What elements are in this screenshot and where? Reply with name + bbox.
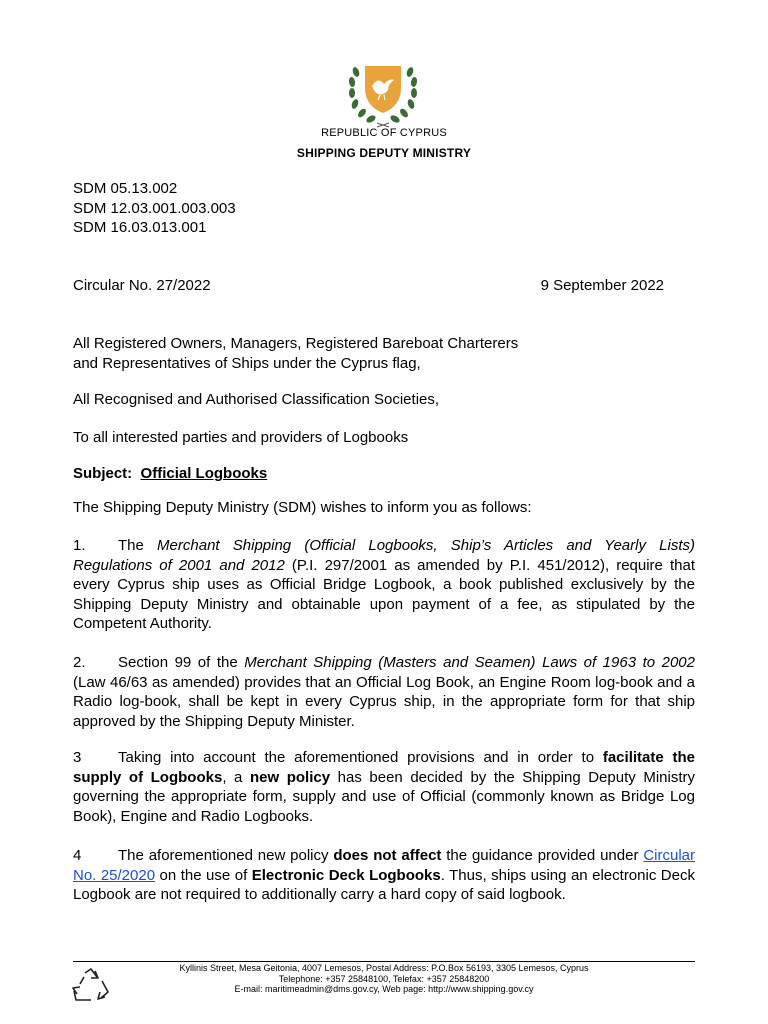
footer-contact [73,963,695,995]
addressee-owners [73,334,518,373]
circular-number: Circular No. 27/2022 [73,277,211,294]
reference-1: SDM 05.13.002 [73,180,178,197]
emphasis-text: does not affect [333,847,442,864]
paragraph-number: 1. [73,537,86,554]
circular-link[interactable]: Circular No. 25/2020 [73,847,695,884]
subject-label: Subject: [73,465,133,482]
paragraph-text: Section 99 of the [118,654,245,671]
paragraph-number: 4 [73,847,82,864]
paragraph-text: The [118,537,158,554]
paragraph-text: The aforementioned new policy [118,847,334,864]
paragraph-number: 3 [73,749,82,766]
addressee-parties: To all interested parties and providers of Logbooks [73,429,409,446]
country-name: REPUBLIC OF CYPRUS [321,127,447,139]
intro-text: The Shipping Deputy Ministry (SDM) wishes to inform you as follows: [73,499,532,516]
paragraph-text: (Law 46/63 as amended) provides that an Official Log Book, an Engine Room log-book and a Radio log-book, shall be kept in every Cyprus ship, in the appropriate form for that ship approved by the Shipping Deputy Minister. [73,673,695,730]
addressee-societies: All Recognised and Authorised Classification Societies, [73,391,440,408]
footer-phone: Telephone: +357 25848100, Telefax: +357 25848200 [278,973,490,984]
reference-3: SDM 16.03.013.001 [73,219,207,236]
paragraph-4 [73,846,695,905]
addressee-line-2: and Representatives of Ships under the Cyprus flag, [73,354,421,372]
subject-title: Official Logbooks [140,465,268,482]
ministry-name: SHIPPING DEPUTY MINISTRY [296,146,472,160]
paragraph-text: has been decided by the Shipping Deputy Ministry governing the appropriate form, supply and use of Official (commonly known as Bridge Log Book), Engine and Radio Logbooks. [73,768,695,825]
footer-address: Kyllinis Street, Mesa Geitonia, 4007 Lemesos, Postal Address: P.O.Box 56193, 3305 Lemesos, Cyprus [179,963,589,973]
emphasis-text: Electronic Deck Logbooks [251,866,441,884]
paragraph-text: (P.I. 297/2001 as amended by P.I. 451/2012), require that every Cyprus ship uses as Official Bridge Logbook, a book published exclusively by the Shipping Deputy Ministry and obtainable upon payment of a fee, as stipulated by the Competent Authority. [73,556,695,632]
paragraph-1 [73,536,695,634]
paragraph-2 [73,653,695,731]
paragraph-3 [73,748,695,826]
reference-list [73,179,236,238]
emphasis-text: new policy [249,768,331,786]
paragraph-number: 2. [73,654,86,671]
paragraph-text: the guidance provided under [441,847,644,864]
emphasis-text: facilitate the supply of Logbooks [73,749,695,786]
law-title: Merchant Shipping (Masters and Seamen) Laws of 1963 to 2002 [244,654,695,671]
footer-divider [73,961,695,962]
regulation-title: Merchant Shipping (Official Logbooks, Ship’s Articles and Yearly Lists) Regulations of 2001 and 2012 [73,537,696,574]
paragraph-text: Taking into account the aforementioned provisions and in order to [118,749,603,766]
footer-email-web: E-mail: maritimeadmin@dms.gov.cy, Web page: http://www.shipping.gov.cy [234,984,534,994]
cyprus-coat-of-arms-icon [344,58,422,130]
circular-date: 9 September 2022 [540,277,664,294]
subject-line [73,464,267,484]
paragraph-text: on the use of [155,866,252,884]
addressee-line-1: All Registered Owners, Managers, Registered Bareboat Charterers [73,335,519,352]
reference-2: SDM 12.03.001.003.003 [73,199,236,217]
paragraph-text: , a [222,768,250,786]
paragraph-text: . Thus, ships using an electronic Deck Logbook are not required to additionally carry a hard copy of said logbook. [73,866,695,903]
